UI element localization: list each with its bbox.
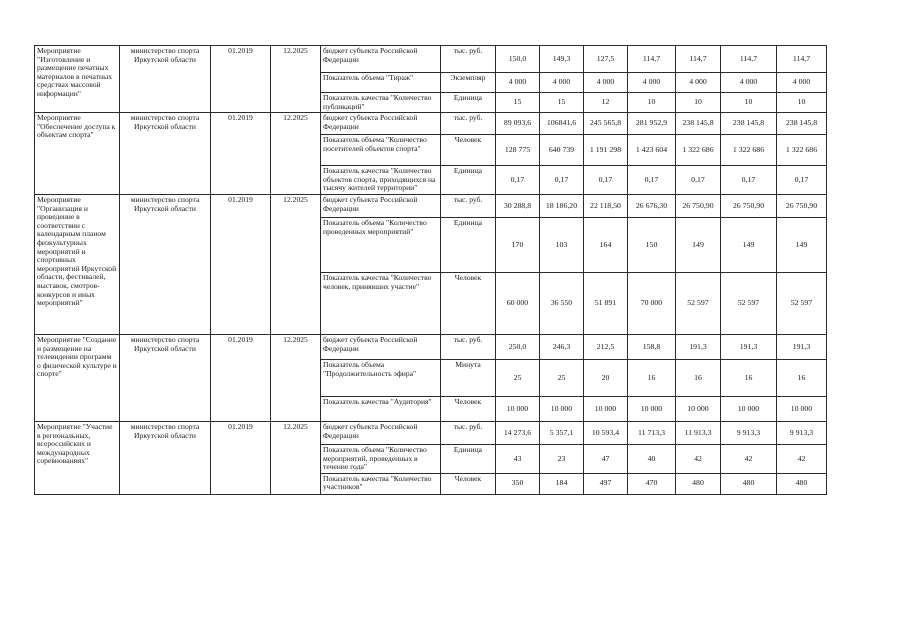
indicator-cell: Показатель объема "Количество проведенных мероприятий" [321, 217, 441, 272]
value-cell: 43 [496, 444, 540, 473]
value-cell: 245 565,8 [584, 113, 628, 135]
value-cell: 246,3 [540, 334, 584, 359]
value-cell: 191,3 [777, 334, 827, 359]
value-cell: 350 [496, 473, 540, 494]
value-cell: 4 000 [540, 73, 584, 93]
unit-cell: Человек [441, 135, 496, 166]
value-cell: 30 288,8 [496, 194, 540, 217]
value-cell: 10 [676, 93, 721, 113]
value-cell: 10 000 [676, 396, 721, 421]
value-cell: 9 913,3 [777, 421, 827, 444]
value-cell: 184 [540, 473, 584, 494]
unit-cell: Единица [441, 444, 496, 473]
value-cell: 0,17 [777, 166, 827, 195]
value-cell: 10 000 [721, 396, 777, 421]
value-cell: 4 000 [496, 73, 540, 93]
value-cell: 4 000 [628, 73, 676, 93]
value-cell: 52 597 [721, 272, 777, 334]
unit-cell: Единица [441, 217, 496, 272]
responsible-executor-cell: министерство спорта Иркутской области [120, 113, 211, 195]
value-cell: 4 000 [777, 73, 827, 93]
end-date-cell: 12.2025 [271, 194, 321, 334]
end-date-cell: 12.2025 [271, 334, 321, 421]
value-cell: 11 713,3 [628, 421, 676, 444]
value-cell: 164 [584, 217, 628, 272]
indicator-cell: бюджет субъекта Российской Федерации [321, 421, 441, 444]
indicator-cell: бюджет субъекта Российской Федерации [321, 113, 441, 135]
value-cell: 70 000 [628, 272, 676, 334]
value-cell: 212,5 [584, 334, 628, 359]
value-cell: 114,7 [721, 46, 777, 73]
value-cell: 640 739 [540, 135, 584, 166]
value-cell: 238 145,8 [777, 113, 827, 135]
unit-cell: Экземпляр [441, 73, 496, 93]
start-date-cell: 01.2019 [211, 46, 271, 113]
unit-cell: тыс. руб. [441, 421, 496, 444]
responsible-executor-cell: министерство спорта Иркутской области [120, 46, 211, 113]
value-cell: 16 [721, 359, 777, 396]
value-cell: 480 [676, 473, 721, 494]
value-cell: 52 597 [777, 272, 827, 334]
activity-name-cell: Мероприятие "Изготовление и размещение печатных материалов в печатных средствах массовой информации" [35, 46, 120, 113]
value-cell: 114,7 [628, 46, 676, 73]
value-cell: 0,17 [584, 166, 628, 195]
value-cell: 4 000 [721, 73, 777, 93]
indicator-cell: Показатель качества "Количество объектов спорта, приходящихся на тысячу жителей территории" [321, 166, 441, 195]
value-cell: 0,17 [721, 166, 777, 195]
value-cell: 52 597 [676, 272, 721, 334]
unit-cell: Человек [441, 473, 496, 494]
unit-cell: тыс. руб. [441, 194, 496, 217]
value-cell: 26 750,90 [676, 194, 721, 217]
value-cell: 191,3 [676, 334, 721, 359]
value-cell: 15 [496, 93, 540, 113]
start-date-cell: 01.2019 [211, 421, 271, 494]
unit-cell: Единица [441, 166, 496, 195]
value-cell: 23 [540, 444, 584, 473]
value-cell: 4 000 [676, 73, 721, 93]
value-cell: 42 [777, 444, 827, 473]
value-cell: 149 [777, 217, 827, 272]
activity-name-cell: Мероприятие "Создание и размещение на телевидении программ о физической культуре и спорте" [35, 334, 120, 421]
value-cell: 11 913,3 [676, 421, 721, 444]
value-cell: 497 [584, 473, 628, 494]
indicator-cell: Показатель объема "Продолжительность эфира" [321, 359, 441, 396]
value-cell: 0,17 [676, 166, 721, 195]
end-date-cell: 12.2025 [271, 421, 321, 494]
value-cell: 26 750,90 [777, 194, 827, 217]
indicator-cell: бюджет субъекта Российской Федерации [321, 334, 441, 359]
value-cell: 15 [540, 93, 584, 113]
value-cell: 36 550 [540, 272, 584, 334]
value-cell: 10 000 [496, 396, 540, 421]
value-cell: 103 [540, 217, 584, 272]
indicator-cell: Показатель качества "Аудитория" [321, 396, 441, 421]
indicator-cell: бюджет субъекта Российской Федерации [321, 194, 441, 217]
value-cell: 4 000 [584, 73, 628, 93]
value-cell: 26 750,90 [721, 194, 777, 217]
activity-name-cell: Мероприятие "Участие в региональных, всероссийских и международных соревнованиях" [35, 421, 120, 494]
end-date-cell: 12.2025 [271, 113, 321, 195]
value-cell: 10 [628, 93, 676, 113]
value-cell: 10 [721, 93, 777, 113]
unit-cell: тыс. руб. [441, 46, 496, 73]
value-cell: 25 [540, 359, 584, 396]
value-cell: 1 322 686 [721, 135, 777, 166]
indicator-cell: Показатель качества "Количество участников" [321, 473, 441, 494]
value-cell: 60 000 [496, 272, 540, 334]
value-cell: 1 423 604 [628, 135, 676, 166]
table-row [35, 334, 827, 359]
value-cell: 281 952,9 [628, 113, 676, 135]
value-cell: 51 891 [584, 272, 628, 334]
value-cell: 1 322 686 [777, 135, 827, 166]
value-cell: 238 145,8 [676, 113, 721, 135]
value-cell: 20 [584, 359, 628, 396]
start-date-cell: 01.2019 [211, 194, 271, 334]
value-cell: 12 [584, 93, 628, 113]
unit-cell: Минута [441, 359, 496, 396]
value-cell: 191,3 [721, 334, 777, 359]
value-cell: 1 322 686 [676, 135, 721, 166]
value-cell: 42 [721, 444, 777, 473]
responsible-executor-cell: министерство спорта Иркутской области [120, 194, 211, 334]
value-cell: 150,0 [496, 46, 540, 73]
value-cell: 16 [676, 359, 721, 396]
value-cell: 26 676,30 [628, 194, 676, 217]
start-date-cell: 01.2019 [211, 334, 271, 421]
indicator-cell: Показатель объема "Количество посетителей объектов спорта" [321, 135, 441, 166]
value-cell: 47 [584, 444, 628, 473]
value-cell: 18 186,20 [540, 194, 584, 217]
indicator-cell: бюджет субъекта Российской Федерации [321, 46, 441, 73]
value-cell: 149 [721, 217, 777, 272]
value-cell: 158,8 [628, 334, 676, 359]
value-cell: 16 [628, 359, 676, 396]
value-cell: 0,17 [496, 166, 540, 195]
indicator-cell: Показатель качества "Количество человек, принявших участие" [321, 272, 441, 334]
value-cell: 127,5 [584, 46, 628, 73]
value-cell: 250,0 [496, 334, 540, 359]
table-row [35, 46, 827, 73]
responsible-executor-cell: министерство спорта Иркутской области [120, 421, 211, 494]
value-cell: 170 [496, 217, 540, 272]
indicator-cell: Показатель качества "Количество публикаций" [321, 93, 441, 113]
unit-cell: Человек [441, 396, 496, 421]
responsible-executor-cell: министерство спорта Иркутской области [120, 334, 211, 421]
value-cell: 149,3 [540, 46, 584, 73]
value-cell: 128 775 [496, 135, 540, 166]
start-date-cell: 01.2019 [211, 113, 271, 195]
value-cell: 22 118,50 [584, 194, 628, 217]
value-cell: 89 093,6 [496, 113, 540, 135]
unit-cell: тыс. руб. [441, 334, 496, 359]
table-row [35, 113, 827, 135]
value-cell: 14 273,6 [496, 421, 540, 444]
value-cell: 10 000 [777, 396, 827, 421]
value-cell: 10 000 [584, 396, 628, 421]
value-cell: 25 [496, 359, 540, 396]
activity-name-cell: Мероприятие "Организация и проведение в соответствии с календарным планом физкультурных мероприятий и спортивных мероприятий Иркутской области, фестивалей, выставок, смотров-конкурсов и иных мероприятий" [35, 194, 120, 334]
unit-cell: Единица [441, 93, 496, 113]
unit-cell: тыс. руб. [441, 113, 496, 135]
value-cell: 0,17 [540, 166, 584, 195]
value-cell: 1 191 298 [584, 135, 628, 166]
value-cell: 9 913,3 [721, 421, 777, 444]
value-cell: 42 [676, 444, 721, 473]
value-cell: 150 [628, 217, 676, 272]
value-cell: 0,17 [628, 166, 676, 195]
indicator-cell: Показатель объема "Тираж" [321, 73, 441, 93]
value-cell: 40 [628, 444, 676, 473]
unit-cell: Человек [441, 272, 496, 334]
value-cell: 10 000 [628, 396, 676, 421]
value-cell: 114,7 [676, 46, 721, 73]
value-cell: 10 [777, 93, 827, 113]
indicator-cell: Показатель объема "Количество мероприятий, проведенных в течение года" [321, 444, 441, 473]
end-date-cell: 12.2025 [271, 46, 321, 113]
value-cell: 106841,6 [540, 113, 584, 135]
value-cell: 10 593,4 [584, 421, 628, 444]
value-cell: 149 [676, 217, 721, 272]
value-cell: 10 000 [540, 396, 584, 421]
value-cell: 480 [721, 473, 777, 494]
value-cell: 114,7 [777, 46, 827, 73]
value-cell: 470 [628, 473, 676, 494]
value-cell: 16 [777, 359, 827, 396]
table-row [35, 421, 827, 444]
activity-name-cell: Мероприятие "Обеспечение доступа к объектам спорта" [35, 113, 120, 195]
value-cell: 238 145,8 [721, 113, 777, 135]
value-cell: 5 357,1 [540, 421, 584, 444]
program-activities-table [34, 45, 827, 495]
table-row [35, 194, 827, 217]
value-cell: 480 [777, 473, 827, 494]
